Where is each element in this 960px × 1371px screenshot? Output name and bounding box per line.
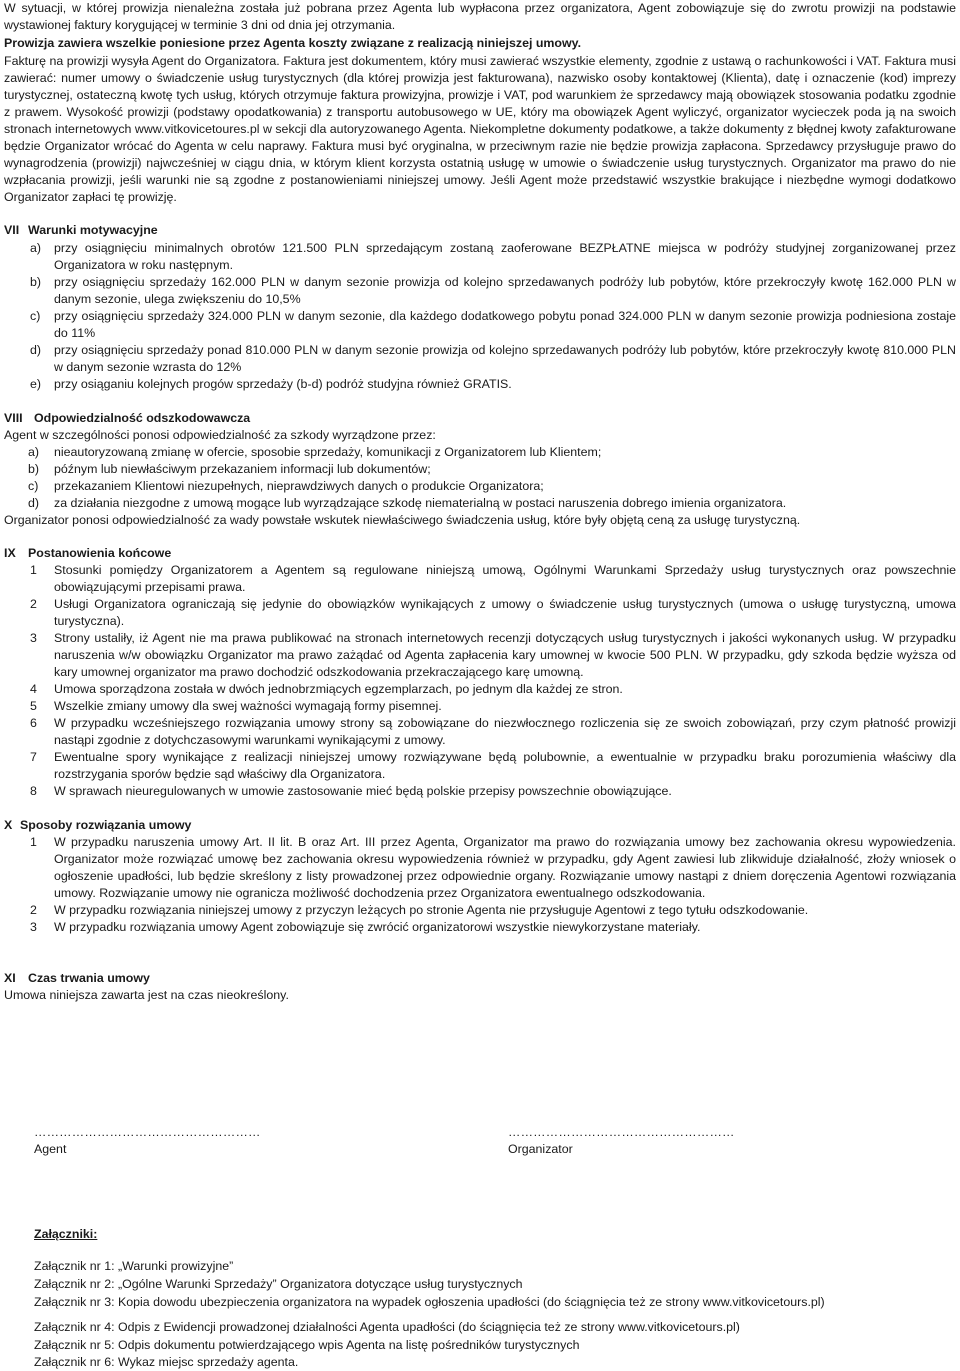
list-item	[4, 495, 956, 512]
list-item-text: W sprawach nieuregulowanych w umowie zastosowanie mieć będą polskie przepisy powszechnie obowiązujące.	[54, 784, 672, 798]
section-title: Postanowienia końcowe	[28, 546, 172, 560]
section-viii-heading	[4, 410, 250, 427]
list-item-label: d)	[28, 496, 40, 510]
list-item-text: W przypadku naruszenia umowy Art. II lit. B oraz Art. III przez Agenta, Organizator ma prawo do rozwiązania umowy bez zachowania okresu wypowiedzenia. Organizator może rozwiązać umowę bez zachowania okresu wypowiedzenia również w przypadku, gdy Agent zawiesi lub zlikwiduje działalność, złoży wniosek o ogłoszenie upadłości, lub będzie skreślony z listy prowadzonej przez odpowiednie organy. Rozwiązanie umowy nastąpi z dniem doręczenia Agentowi rozwiązania umowy. Rozwiązanie umowy nie ogranicza możliwość dochodzenia przez Organizatora ewentualnego odszkodowania.	[54, 835, 956, 900]
list-item-label: 3	[30, 920, 37, 934]
organizer-signature-line: ………………………………………………	[508, 1125, 735, 1139]
section-vii-heading	[4, 222, 158, 239]
list-item	[4, 342, 956, 376]
list-item	[4, 308, 956, 342]
attachment-item: Załącznik nr 5: Odpis dokumentu potwierdzającego wpis Agenta na listę pośredników turystycznych	[34, 1338, 580, 1352]
section-number: VII	[4, 223, 20, 237]
list-item	[4, 749, 956, 783]
list-item-text: przy osiągnięciu sprzedaży 324.000 PLN w danym sezonie, dla każdego dodatkowego pobytu ponad 324.000 PLN w danym sezonie prowizja podniesiona zostaje do 11%	[54, 309, 956, 340]
list-item-text: Usługi Organizatora ograniczają się jedynie do obowiązków wynikających z umowy o świadczenie usług turystycznych (umowa o usługę turystyczną, umowa turystyczna).	[54, 597, 956, 628]
organizer-signature-label: Organizator	[508, 1142, 573, 1156]
list-item-text: W przypadku wcześniejszego rozwiązania umowy strony są zobowiązane do niezwłocznego rozliczenia się ze swoich zobowiązań, przy czym płatność prowizji nastąpi zgodnie z dotychczasowymi warunkami wynikającymi z umowy.	[54, 716, 956, 747]
list-item-text: Ewentualne spory wynikające z realizacji niniejszej umowy rozwiązywane będą polubownie, a ewentualnie w przypadku braku porozumienia właściwy dla rozstrzygania sporów będzie sąd właściwy dla Organizatora.	[54, 750, 956, 781]
list-item-label: b)	[28, 462, 40, 476]
list-item	[4, 596, 956, 630]
list-item-text: przy osiągnięciu sprzedaży 162.000 PLN w danym sezonie prowizja od kolejno sprzedawanych podróży lub pobytów, które przekroczyły kwotę 162.000 PLN w danym sezonie, ulega zwiększeniu do 10,5%	[54, 275, 956, 306]
list-item-text: za działania niezgodne z umową mogące lub wyrządzające szkodę niematerialną w postaci naruszenia dobrego imienia organizatora.	[54, 496, 787, 510]
agent-signature-line: ………………………………………………	[34, 1125, 261, 1139]
intro-paragraph-refund: W sytuacji, w której prowizja nienależna została już pobrana przez Agenta lub wypłacona przez organizatora, Agent zobowiązuje się do zwrotu prowizji na podstawie wystawionej faktury korygującej w terminie 3 dni od dnia jej otrzymania.	[4, 1, 956, 32]
list-item-label: a)	[30, 241, 42, 255]
list-item-label: 7	[30, 750, 37, 764]
list-item	[4, 919, 956, 936]
intro-paragraph-invoice: Fakturę na prowizji wysyła Agent do Organizatora. Faktura jest dokumentem, który musi zawierać wszystkie elementy, zgodnie z ustawą o rachunkowości i VAT. Faktura musi zawierać: numer umowy o świadczenie usług turystycznych (dla której prowizja jest fakturowana), nazwisko osoby kontaktowej (Klienta), datę i oznaczenie (kod) imprezy turystycznej, ostateczną kwotę tych usług, których otrzymuje faktura prowizyjna, prowizje i VAT, pod warunkiem że sprzedawcy mają obowiązek stosowania podatku zgodnie z prawem. Wysokość prowizji (podstawy opodatkowania) z transportu autobusowego w UE, który ma obowiązek Agent wyliczyć, organizator wycieczek poda ją na swoich stronach internetowych www.vitkovicetoures.pl w sekcji dla autoryzowanego Agenta. Niekompletne dokumenty podatkowe, a także dokumenty z błędnej kwoty zafakturowane będzie Organizator wrócać do Agenta w celu naprawy. Faktura musi być oryginalna, w przeciwnym razie nie będzie prowizja zapłacona. Sprzedawcy przysługuje prawo do wynagrodzenia (prowizji) najwcześniej w ciągu dnia, w którym klient korzysta ostatnią usługę w umowie o świadczenie usług turystycznych. Organizator ma prawo do nie wzpłacania prowizji, jeśli warunki nie są zgodne z postanowieniami niniejszej umowy. Jeśli Agent może przedstawić wszystkie brakujące i niezbędne wymogi dodatkowo Organizator zapłaci tę prowizję.	[4, 54, 956, 204]
intro-paragraph-costs: Prowizja zawiera wszelkie poniesione przez Agenta koszty związane z realizacją niniejszej umowy.	[4, 36, 582, 50]
list-item-label: c)	[28, 479, 39, 493]
list-item-label: a)	[28, 445, 40, 459]
section-title: Warunki motywacyjne	[28, 223, 158, 237]
list-item	[4, 478, 956, 495]
list-item-label: 4	[30, 682, 37, 696]
list-item-label: d)	[30, 343, 42, 357]
attachment-item: Załącznik nr 1: „Warunki prowizyjne”	[34, 1259, 234, 1273]
list-item-label: c)	[30, 309, 41, 323]
section-number: VIII	[4, 411, 23, 425]
section-xi-text: Umowa niniejsza zawarta jest na czas nieokreślony.	[4, 988, 289, 1002]
section-x-heading	[4, 817, 191, 834]
list-item-text: przy osiągnięciu minimalnych obrotów 121.500 PLN sprzedającym zostaną zaoferowane BEZPŁATNE miejsca w podróży studyjnej zorganizowanej przez Organizatora w roku następnym.	[54, 241, 956, 272]
section-number: XI	[4, 971, 16, 985]
attachment-item: Załącznik nr 2: „Ogólne Warunki Sprzedaży” Organizatora dotyczące usług turystycznych	[34, 1277, 523, 1291]
list-item-text: przy osiągnięciu sprzedaży ponad 810.000 PLN w danym sezonie prowizja od kolejno sprzedawanych podróży lub pobytów, które przekroczyły kwotę 810.000 PLN w danym sezonie wzrasta do 12%	[54, 343, 956, 374]
list-item-label: 1	[30, 563, 37, 577]
list-item	[4, 376, 956, 393]
list-item-text: Stosunki pomiędzy Organizatorem a Agentem są regulowane niniejszą umową, Ogólnymi Warunkami Sprzedaży usług turystycznych oraz powszechnie obowiązującymi przepisami prawa.	[54, 563, 956, 594]
list-item-text: Umowa sporządzona została w dwóch jednobrzmiących egzemplarzach, po jednym dla każdej ze stron.	[54, 682, 623, 696]
list-item-label: 1	[30, 835, 37, 849]
list-item-label: 2	[30, 903, 37, 917]
attachments-heading: Załączniki:	[34, 1227, 98, 1241]
list-item-label: 2	[30, 597, 37, 611]
list-item-text: Strony ustaliły, iż Agent nie ma prawa publikować na stronach internetowych recenzji dotyczących usług turystycznych i jakości wykonanych usług. W przypadku naruszenia w/w obowiązku Organizator ma prawo zażądać od Agenta zapłacenia kary umownej w kwocie 500 PLN. W przypadku, gdy szkoda będzie wyższa od kary umownej organizator ma prawo dochodzić odszkodowania przekraczającego karę umowną.	[54, 631, 956, 679]
section-ix-heading	[4, 545, 171, 562]
section-title: Odpowiedzialność odszkodowawcza	[34, 411, 251, 425]
attachment-item: Załącznik nr 4: Odpis z Ewidencji prowadzonej działalności Agenta upadłości (do ściągnięcia też ze strony www.vitkovicetours.pl)	[34, 1320, 740, 1334]
list-item	[4, 902, 956, 919]
section-viii-closing: Organizator ponosi odpowiedzialność za wady powstałe wskutek niewłaściwego świadczenia usług, które były objętą ceną za usługę turystyczną.	[4, 513, 801, 527]
list-item-text: nieautoryzowaną zmianę w ofercie, sposobie sprzedaży, komunikacji z Organizatorem lub Klientem;	[54, 445, 602, 459]
list-item	[4, 715, 956, 749]
list-item	[4, 834, 956, 902]
list-item-label: 3	[30, 631, 37, 645]
list-item	[4, 562, 956, 596]
list-item	[4, 461, 956, 478]
list-item	[4, 681, 956, 698]
section-title: Czas trwania umowy	[28, 971, 150, 985]
list-item-label: 5	[30, 699, 37, 713]
section-xi-heading	[4, 970, 150, 987]
section-viii-lead: Agent w szczególności ponosi odpowiedzialność za szkody wyrządzone przez:	[4, 428, 436, 442]
list-item-label: 8	[30, 784, 37, 798]
list-item-text: W przypadku rozwiązania umowy Agent zobowiązuje się zwrócić organizatorowi wszystkie niewykorzystane materiały.	[54, 920, 701, 934]
list-item-text: późnym lub niewłaściwym przekazaniem informacji lub dokumentów;	[54, 462, 431, 476]
list-item	[4, 698, 956, 715]
agent-signature-label: Agent	[34, 1142, 67, 1156]
list-item	[4, 240, 956, 274]
section-number: IX	[4, 546, 16, 560]
list-item	[4, 444, 956, 461]
list-item	[4, 274, 956, 308]
attachment-item: Załącznik nr 3: Kopia dowodu ubezpieczenia organizatora na wypadek ogłoszenia upadłości (do ściągnięcia też ze strony www.vitkovicetours.pl)	[34, 1295, 825, 1309]
list-item-text: Wszelkie zmiany umowy dla swej ważności wymagają formy pisemnej.	[54, 699, 442, 713]
list-item-label: e)	[30, 377, 42, 391]
list-item-label: 6	[30, 716, 37, 730]
section-title: Sposoby rozwiązania umowy	[20, 818, 192, 832]
list-item-text: W przypadku rozwiązania niniejszej umowy z przyczyn leżących po stronie Agenta nie przysługuje Agentowi z tego tytułu odszkodowanie.	[54, 903, 809, 917]
section-number: X	[4, 818, 13, 832]
list-item	[4, 783, 956, 800]
list-item	[4, 630, 956, 681]
attachment-item: Załącznik nr 6: Wykaz miejsc sprzedaży agenta.	[34, 1355, 299, 1369]
list-item-text: przekazaniem Klientowi niezupełnych, nieprawdziwych danych o produkcie Organizatora;	[54, 479, 544, 493]
list-item-text: przy osiąganiu kolejnych progów sprzedaży (b-d) podróż studyjna również GRATIS.	[54, 377, 512, 391]
list-item-label: b)	[30, 275, 42, 289]
